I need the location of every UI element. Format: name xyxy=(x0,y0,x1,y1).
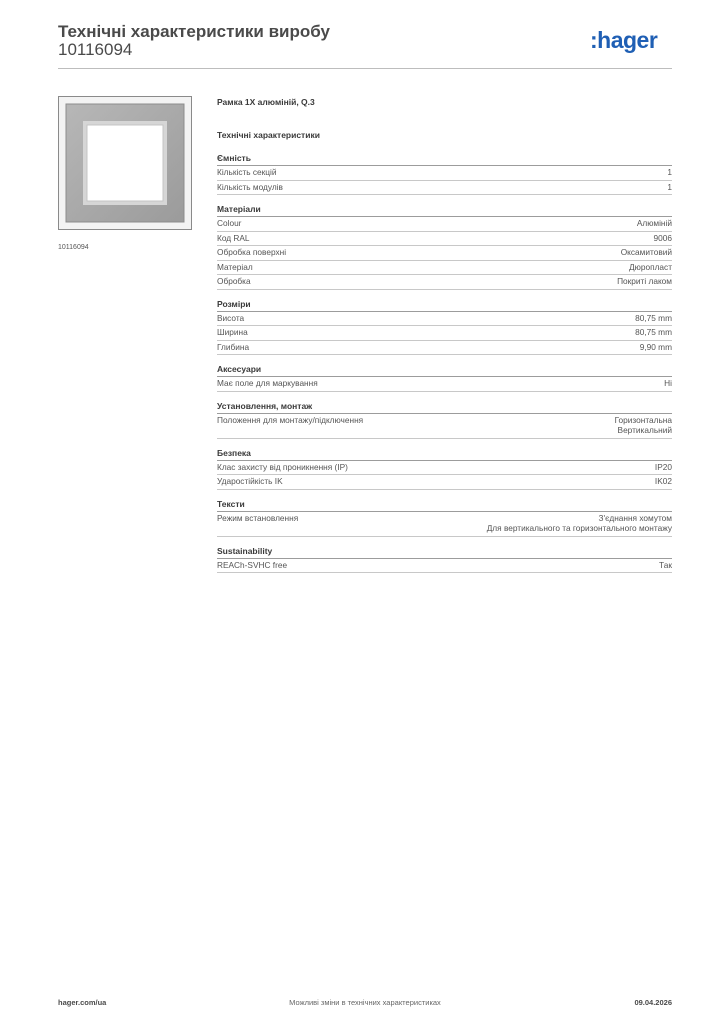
spec-section xyxy=(217,204,672,290)
spec-value xyxy=(667,167,672,178)
product-image xyxy=(58,96,192,230)
spec-value xyxy=(635,327,672,338)
spec-value xyxy=(615,415,672,436)
spec-label: Глибина xyxy=(217,341,250,352)
spec-value-line: Горизонтальна xyxy=(614,414,672,425)
spec-row xyxy=(217,326,672,341)
spec-heading: Технічні характеристики xyxy=(217,130,320,140)
spec-value-line: Покриті лаком xyxy=(617,276,672,286)
spec-value xyxy=(629,262,672,273)
spec-value-line: 80,75 mm xyxy=(635,327,672,337)
spec-value xyxy=(654,233,672,244)
spec-section xyxy=(217,546,672,574)
spec-row xyxy=(217,275,672,290)
spec-value xyxy=(635,313,672,324)
image-caption: 10116094 xyxy=(58,244,89,251)
header-divider xyxy=(58,68,672,69)
spec-section xyxy=(217,499,672,537)
spec-section xyxy=(217,299,672,356)
product-name: Рамка 1X алюміній, Q.3 xyxy=(217,97,315,107)
spec-value xyxy=(659,560,672,571)
spec-value-line: Дюропласт xyxy=(629,261,672,272)
spec-label: Обробка xyxy=(217,276,251,286)
spec-value-line: 9,90 mm xyxy=(639,341,672,352)
spec-value-line: 1 xyxy=(667,167,672,177)
spec-row xyxy=(217,166,672,181)
spec-label: Режим встановлення xyxy=(217,512,299,523)
spec-value xyxy=(637,218,672,229)
spec-value-line: IK02 xyxy=(654,476,672,486)
spec-value-line: Вертикальний xyxy=(617,425,672,435)
spec-label: Код RAL xyxy=(217,232,250,243)
spec-label: Кількість модулів xyxy=(217,181,283,192)
page-footer xyxy=(58,998,672,1010)
hager-logo xyxy=(590,26,672,56)
spec-content xyxy=(217,97,672,573)
footer-website-link[interactable]: hager.com/ua xyxy=(58,998,107,1007)
spec-section xyxy=(217,448,672,490)
spec-section xyxy=(217,364,672,392)
spec-value-line: З'єднання хомутом xyxy=(598,512,672,523)
spec-row xyxy=(217,377,672,392)
spec-value xyxy=(667,182,672,193)
spec-section xyxy=(217,401,672,439)
spec-label: Кількість секцій xyxy=(217,167,277,177)
spec-row xyxy=(217,312,672,327)
section-heading: Безпека xyxy=(217,448,672,461)
spec-row xyxy=(217,475,672,490)
section-heading: Ємність xyxy=(217,153,672,166)
spec-label: REACh-SVHC free xyxy=(217,559,288,570)
spec-row xyxy=(217,512,672,537)
spec-label: Colour xyxy=(217,218,242,228)
spec-section xyxy=(217,153,672,195)
spec-label: Матеріал xyxy=(217,261,253,272)
spec-value-line: 9006 xyxy=(653,232,672,243)
spec-label: Обробка поверхні xyxy=(217,247,287,257)
spec-row xyxy=(217,217,672,232)
spec-row xyxy=(217,341,672,356)
spec-label: Висота xyxy=(217,312,245,323)
spec-row xyxy=(217,232,672,247)
spec-value xyxy=(655,462,672,473)
spec-value-line: Для вертикального та горизонтального монтажу xyxy=(486,523,672,533)
footer-date: 09.04.2026 xyxy=(634,998,672,1007)
spec-value-line: Так xyxy=(659,559,672,570)
spec-row xyxy=(217,461,672,476)
spec-value xyxy=(617,276,672,287)
spec-row xyxy=(217,559,672,574)
spec-value-line: Оксамитовий xyxy=(620,247,672,257)
spec-value xyxy=(640,342,672,353)
spec-value xyxy=(664,378,672,389)
section-heading: Установлення, монтаж xyxy=(217,401,672,414)
footer-disclaimer: Можливі зміни в технічних характеристиках xyxy=(289,998,441,1007)
page-header xyxy=(58,20,672,70)
spec-label: Ширина xyxy=(217,327,248,337)
spec-row xyxy=(217,246,672,261)
spec-sections xyxy=(217,153,672,573)
spec-value-line: 80,75 mm xyxy=(635,312,672,323)
spec-value xyxy=(621,247,672,258)
spec-value xyxy=(655,476,672,487)
spec-label: Положення для монтажу/підключення xyxy=(217,414,364,425)
spec-value-line: IP20 xyxy=(654,461,672,472)
svg-text::hager: :hager xyxy=(590,27,658,53)
spec-label: Має поле для маркування xyxy=(217,378,318,388)
section-heading: Аксесуари xyxy=(217,364,672,377)
spec-row xyxy=(217,261,672,276)
section-heading: Розміри xyxy=(217,299,672,312)
page-title: Технічні характеристики виробу xyxy=(58,22,330,41)
spec-value-line: Алюміній xyxy=(636,218,672,228)
spec-label: Клас захисту від проникнення (IP) xyxy=(217,461,348,472)
spec-value-line: 1 xyxy=(667,181,672,192)
section-heading: Матеріали xyxy=(217,204,672,217)
section-heading: Тексти xyxy=(217,499,672,512)
spec-row xyxy=(217,181,672,196)
spec-row xyxy=(217,414,672,439)
section-heading: Sustainability xyxy=(217,546,672,559)
spec-value-line: Ні xyxy=(664,378,672,388)
spec-value xyxy=(487,513,672,534)
frame-product-icon xyxy=(59,97,191,229)
spec-label: Ударостійкість IK xyxy=(217,476,283,486)
article-number: 10116094 xyxy=(58,40,133,59)
